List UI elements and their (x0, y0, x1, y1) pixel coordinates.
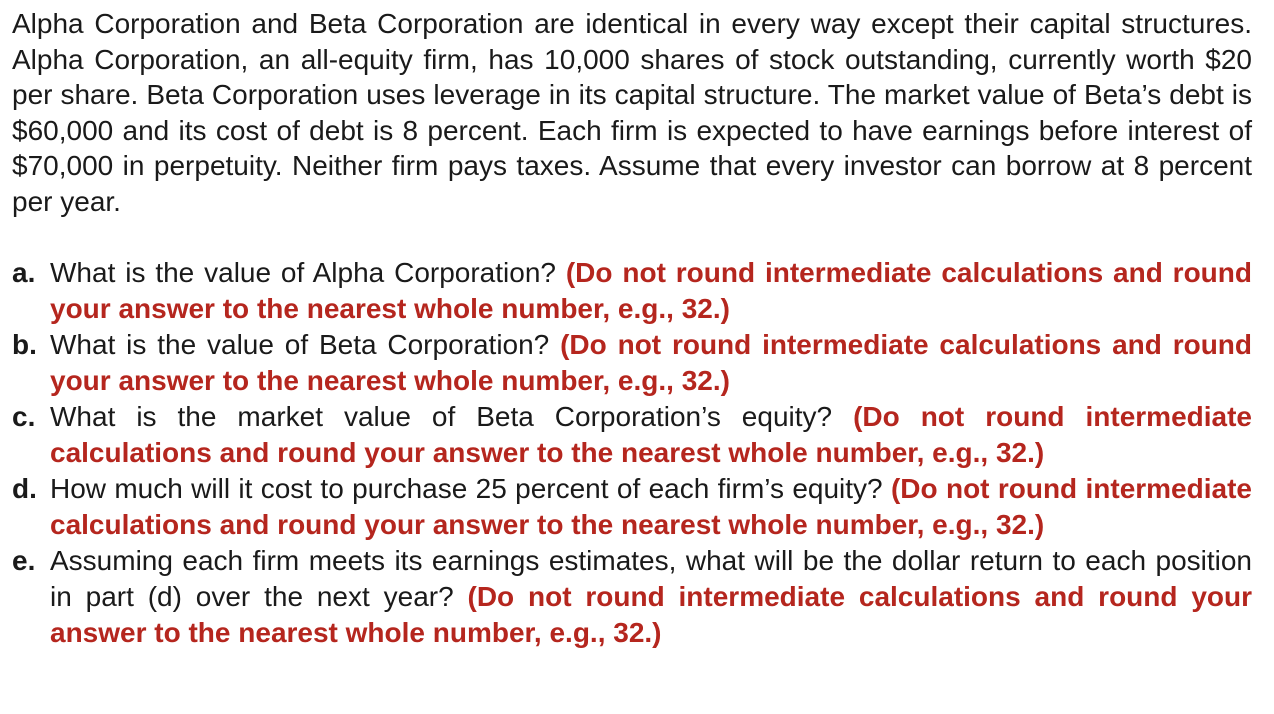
question-letter: a. (12, 257, 36, 288)
question-b (12, 327, 1252, 399)
question-text: What is the value of Alpha Corporation? (50, 257, 556, 288)
question-list (12, 255, 1252, 651)
question-text: Assuming each firm meets its earnings estimates, what will be the dollar return to each position in part (d) over the next year? (50, 545, 1252, 612)
question-e (12, 543, 1252, 651)
problem-content (12, 6, 1252, 651)
question-text: What is the market value of Beta Corporation’s equity? (50, 401, 833, 432)
question-text: What is the value of Beta Corporation? (50, 329, 550, 360)
question-letter: d. (12, 473, 37, 504)
question-c (12, 399, 1252, 471)
question-letter: e. (12, 545, 36, 576)
question-instruction: (Do not round intermediate calculations and round your answer to the nearest whole number, e.g., 32.) (50, 401, 1252, 468)
question-instruction: (Do not round intermediate calculations and round your answer to the nearest whole number, e.g., 32.) (50, 257, 1252, 324)
question-text: How much will it cost to purchase 25 percent of each firm’s equity? (50, 473, 883, 504)
question-d (12, 471, 1252, 543)
question-instruction: (Do not round intermediate calculations and round your answer to the nearest whole number, e.g., 32.) (50, 581, 1252, 648)
question-instruction: (Do not round intermediate calculations and round your answer to the nearest whole number, e.g., 32.) (50, 329, 1253, 396)
question-letter: b. (12, 329, 37, 360)
problem-intro: Alpha Corporation and Beta Corporation are identical in every way except their capital structures. Alpha Corporation, an all-equity firm, has 10,000 shares of stock outstanding, currently worth $20 per share. Beta Corporation uses leverage in its capital structure. The market value of Beta’s debt is $60,000 and its cost of debt is 8 percent. Each firm is expected to have earnings before interest of $70,000 in perpetuity. Neither firm pays taxes. Assume that every investor can borrow at 8 percent per year. (12, 8, 1252, 217)
question-a (12, 255, 1252, 327)
question-letter: c. (12, 401, 36, 432)
question-instruction: (Do not round intermediate calculations and round your answer to the nearest whole number, e.g., 32.) (50, 473, 1252, 540)
